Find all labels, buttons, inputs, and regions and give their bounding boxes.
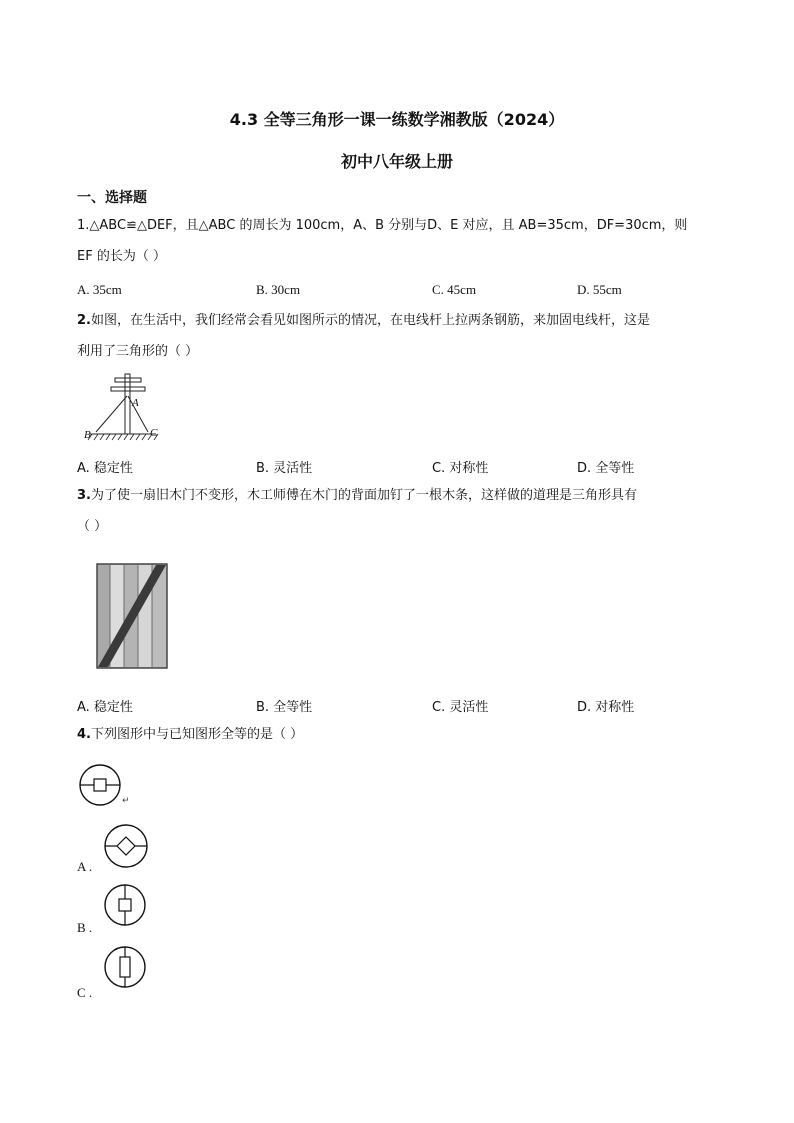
question-4-option-b: B . [77,920,93,935]
pole-crossarm-top [115,378,141,382]
question-1-option-a: A. 35cm [77,282,122,297]
option-c-figure [102,944,148,990]
question-1-option-c: C. 45cm [432,282,477,297]
question-4-line-1 [77,727,303,743]
door-figure [96,563,172,671]
question-2-line-1 [77,313,650,329]
pole-figure [78,372,168,444]
question-3-option-b: B. 全等性 [256,700,313,715]
question-1-line-1: 1.△ABC≌△DEF，且△ABC 的周长为 100cm，A、B 分别与D、E 对应，且 AB=35cm，DF=30cm，则 [77,218,688,233]
return-mark: ↵ [122,796,130,806]
question-3-option-c: C. 灵活性 [432,700,489,715]
cable-left [96,396,127,432]
question-1-line-2: EF 的长为（ ） [77,249,166,264]
point-c-label: C [150,427,158,439]
question-1-option-b: B. 30cm [256,282,301,297]
question-2-option-b: B. 灵活性 [256,461,313,476]
question-1-option-d: D. 55cm [577,282,622,297]
question-3-line-1 [77,488,637,504]
question-3-option-d: D. 对称性 [577,700,635,715]
point-b-label: B [84,429,91,441]
pole-crossarm-bottom [111,387,145,391]
question-4-option-c: C . [77,985,93,1000]
question-4-option-a: A . [77,859,93,874]
question-2-text: 如图，在生活中，我们经常会看见如图所示的情况，在电线杆上拉两条钢筋，来加固电线杆，这是 [90,313,650,328]
ground-hatching [88,434,158,440]
page-title: 4.3 全等三角形一课一练数学湘教版（2024） [229,110,565,129]
section-heading: 一、选择题 [77,190,147,206]
point-a-label: A [132,397,139,409]
question-2-line-2: 利用了三角形的（ ） [77,344,199,359]
question-2-option-c: C. 对称性 [432,461,489,476]
question-3-text: 为了使一扇旧木门不变形，木工师傅在木门的背面加钉了一根木条，这样做的道理是三角形具有 [90,488,637,503]
option-b-figure [102,882,148,928]
pole [125,374,130,434]
question-4-text: 下列图形中与已知图形全等的是（ ） [90,727,304,742]
question-2-number: 2. [77,313,91,328]
given-figure [78,763,124,809]
question-3-number: 3. [77,488,91,503]
option-a-figure [102,822,150,870]
question-2-option-a: A. 稳定性 [77,461,133,476]
question-3-line-2: （ ） [77,519,108,534]
question-3-option-a: A. 稳定性 [77,700,133,715]
page-subtitle: 初中八年级上册 [340,152,453,171]
question-2-option-d: D. 全等性 [577,461,635,476]
question-4-number: 4. [77,727,91,742]
